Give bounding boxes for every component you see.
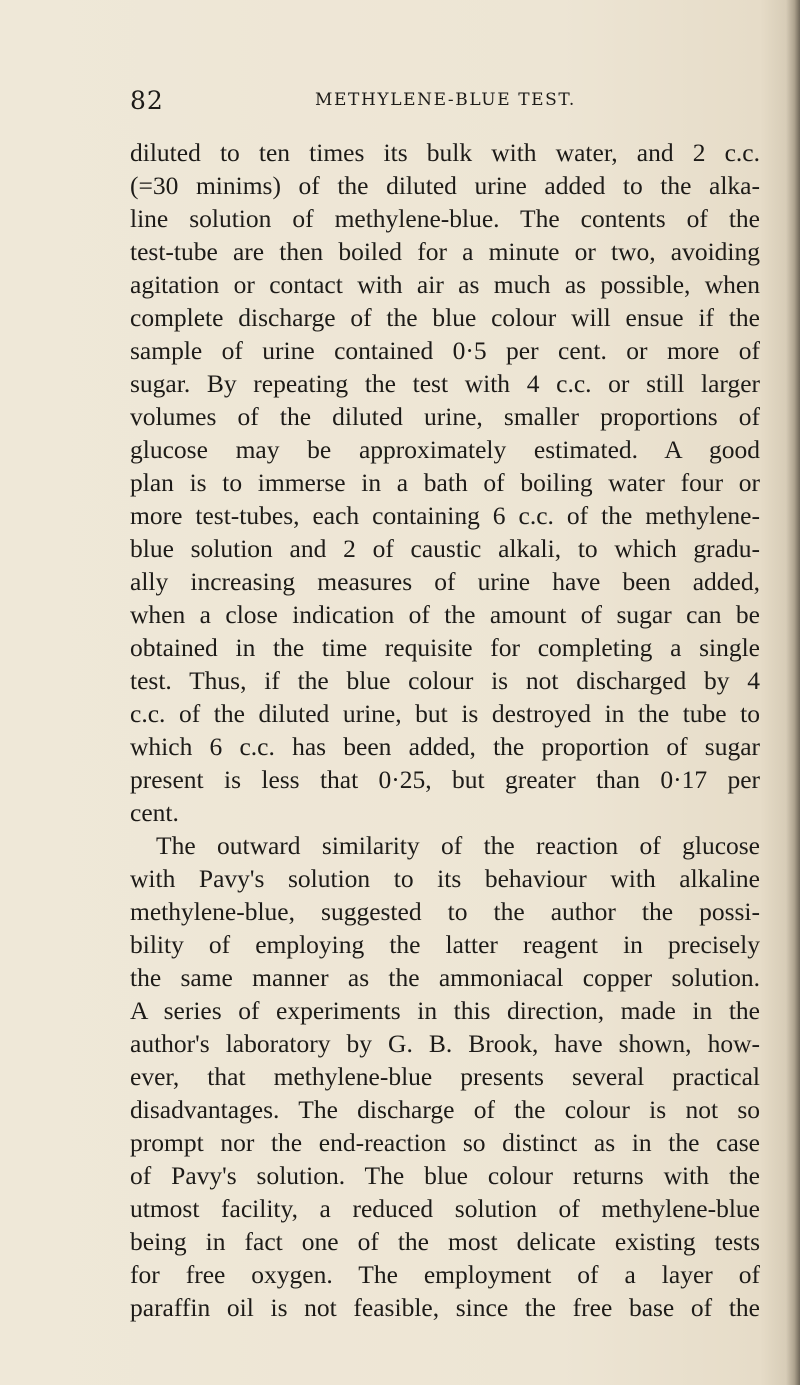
text-line: ally increasing measures of urine have been added, <box>130 567 760 596</box>
text-line: author's laboratory by G. B. Brook, have shown, how- <box>130 1029 760 1058</box>
text-line: diluted to ten times its bulk with water, and 2 c.c. <box>130 138 760 167</box>
text-line: (=30 minims) of the diluted urine added to the alka- <box>130 171 760 200</box>
text-line: plan is to immerse in a bath of boiling water four or <box>130 468 760 497</box>
paragraph-start-line: The outward similarity of the reaction of glucose <box>156 831 760 860</box>
text-line: which 6 c.c. has been added, the proportion of sugar <box>130 732 760 761</box>
body-text <box>130 136 760 1324</box>
text-line: test-tube are then boiled for a minute or two, avoiding <box>130 237 760 266</box>
running-head <box>130 86 760 120</box>
text-line: with Pavy's solution to its behaviour with alkaline <box>130 864 760 893</box>
text-line: obtained in the time requisite for completing a single <box>130 633 760 662</box>
text-line: for free oxygen. The employment of a layer of <box>130 1260 760 1289</box>
text-line: glucose may be approximately estimated. A good <box>130 435 760 464</box>
text-line: prompt nor the end-reaction so distinct as in the case <box>130 1128 760 1157</box>
text-line: utmost facility, a reduced solution of methylene-blue <box>130 1194 760 1223</box>
text-line: when a close indication of the amount of sugar can be <box>130 600 760 629</box>
page-edge-shadow <box>786 0 800 1385</box>
page-number: 82 <box>130 86 164 115</box>
text-line: agitation or contact with air as much as possible, when <box>130 270 760 299</box>
text-line: bility of employing the latter reagent in precisely <box>130 930 760 959</box>
paragraph-end-line: cent. <box>130 798 179 827</box>
text-line: line solution of methylene-blue. The contents of the <box>130 204 760 233</box>
text-line: of Pavy's solution. The blue colour returns with the <box>130 1161 760 1190</box>
text-line: sample of urine contained 0·5 per cent. or more of <box>130 336 760 365</box>
text-line: A series of experiments in this direction, made in the <box>130 996 760 1025</box>
text-line: more test-tubes, each containing 6 c.c. of the methylene- <box>130 501 760 530</box>
text-line: paraffin oil is not feasible, since the free base of the <box>130 1293 760 1322</box>
text-line: volumes of the diluted urine, smaller proportions of <box>130 402 760 431</box>
text-line: disadvantages. The discharge of the colour is not so <box>130 1095 760 1124</box>
text-line: ever, that methylene-blue presents several practical <box>130 1062 760 1091</box>
text-line: methylene-blue, suggested to the author the possi- <box>130 897 760 926</box>
text-line: test. Thus, if the blue colour is not discharged by 4 <box>130 666 760 695</box>
text-line: present is less that 0·25, but greater than 0·17 per <box>130 765 760 794</box>
text-line: blue solution and 2 of caustic alkali, to which gradu- <box>130 534 760 563</box>
text-line: being in fact one of the most delicate existing tests <box>130 1227 760 1256</box>
running-title: METHYLENE-BLUE TEST. <box>315 90 576 110</box>
text-line: c.c. of the diluted urine, but is destroyed in the tube to <box>130 699 760 728</box>
text-line: complete discharge of the blue colour will ensue if the <box>130 303 760 332</box>
text-line: the same manner as the ammoniacal copper solution. <box>130 963 760 992</box>
text-line: sugar. By repeating the test with 4 c.c. or still larger <box>130 369 760 398</box>
